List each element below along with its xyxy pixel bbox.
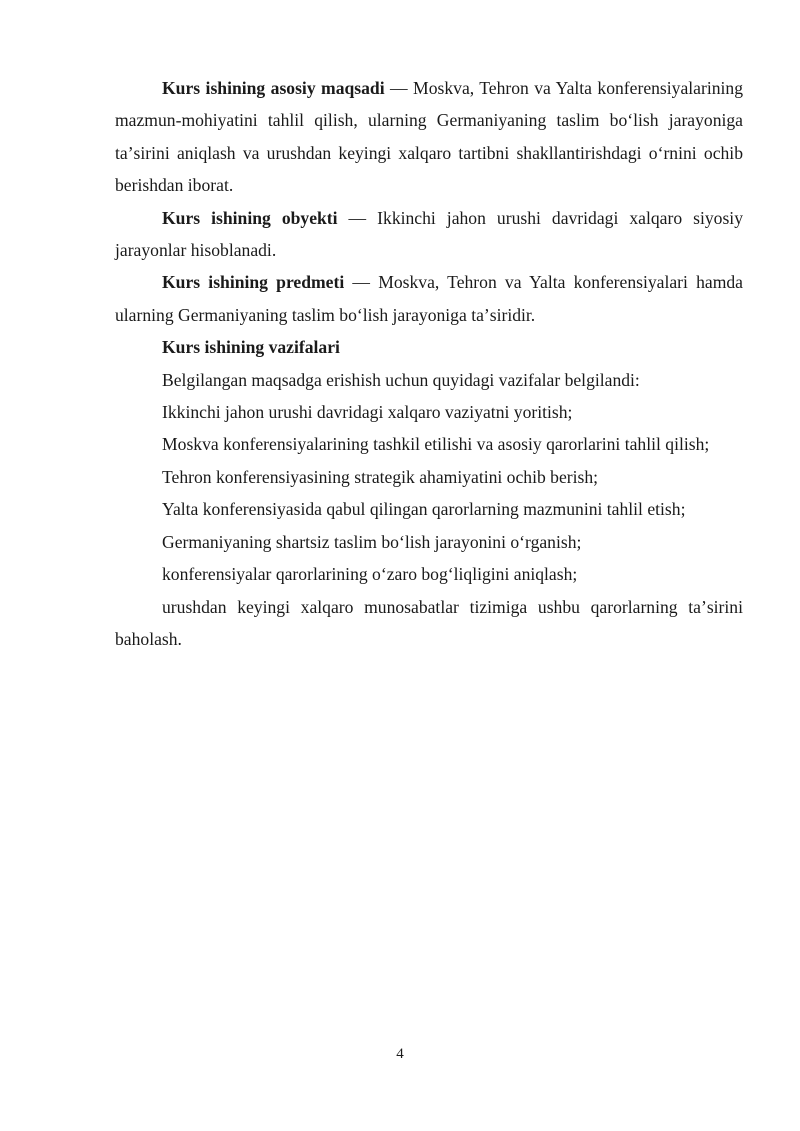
paragraph-text: konferensiyalar qarorlarining oʻzaro bogʻliqligini aniqlash;: [162, 564, 578, 585]
paragraph-text: Tehron konferensiyasining strategik ahamiyatini ochib berish;: [162, 466, 599, 487]
paragraph-label: Kurs ishining obyekti: [162, 207, 338, 228]
paragraph-text: — Moskva, Tehron va Yalta konferensiyalari hamda ularning Germaniyaning taslim boʻlish jarayoniga taʼsiridir.: [115, 272, 743, 325]
paragraph-text: Moskva konferensiyalarining tashkil etilishi va asosiy qarorlarini tahlil qilish;: [162, 434, 710, 455]
task-item: [115, 428, 743, 460]
paragraph-object: [115, 202, 743, 267]
task-item: [115, 591, 743, 656]
paragraph-text: Ikkinchi jahon urushi davridagi xalqaro vaziyatni yoritish;: [162, 402, 573, 423]
paragraph-label: Kurs ishining vazifalari: [162, 337, 340, 358]
paragraph-text: Belgilangan maqsadga erishish uchun quyidagi vazifalar belgilandi:: [162, 369, 640, 390]
paragraph-tasks-intro: [115, 364, 743, 396]
page-body: [115, 72, 743, 655]
task-item: [115, 396, 743, 428]
paragraph-text: Germaniyaning shartsiz taslim boʻlish jarayonini oʻrganish;: [162, 531, 582, 552]
paragraph-subject: [115, 266, 743, 331]
paragraph-text: Yalta konferensiyasida qabul qilingan qarorlarning mazmunini tahlil etish;: [162, 499, 686, 520]
task-item: [115, 461, 743, 493]
paragraph-text: — Moskva, Tehron va Yalta konferensiyalarining mazmun-mohiyatini tahlil qilish, ularning Germaniyaning taslim boʻlish jarayoniga taʼsirini aniqlash va urushdan keyingi xalqaro tartibni shakllantirishdagi oʻrnini ochib berishdan iborat.: [115, 78, 743, 196]
paragraph-label: Kurs ishining predmeti: [162, 272, 345, 293]
task-item: [115, 493, 743, 525]
paragraph-label: Kurs ishining asosiy maqsadi: [162, 78, 385, 98]
paragraph-text: urushdan keyingi xalqaro munosabatlar tizimiga ushbu qarorlarning taʼsirini baholash.: [115, 596, 743, 649]
task-item: [115, 558, 743, 590]
paragraph-goal: [115, 72, 743, 202]
paragraph-tasks-heading: [115, 331, 743, 363]
task-item: [115, 526, 743, 558]
paragraph-text: — Ikkinchi jahon urushi davridagi xalqaro siyosiy jarayonlar hisoblanadi.: [115, 207, 743, 261]
page-number: 4: [396, 1046, 404, 1062]
